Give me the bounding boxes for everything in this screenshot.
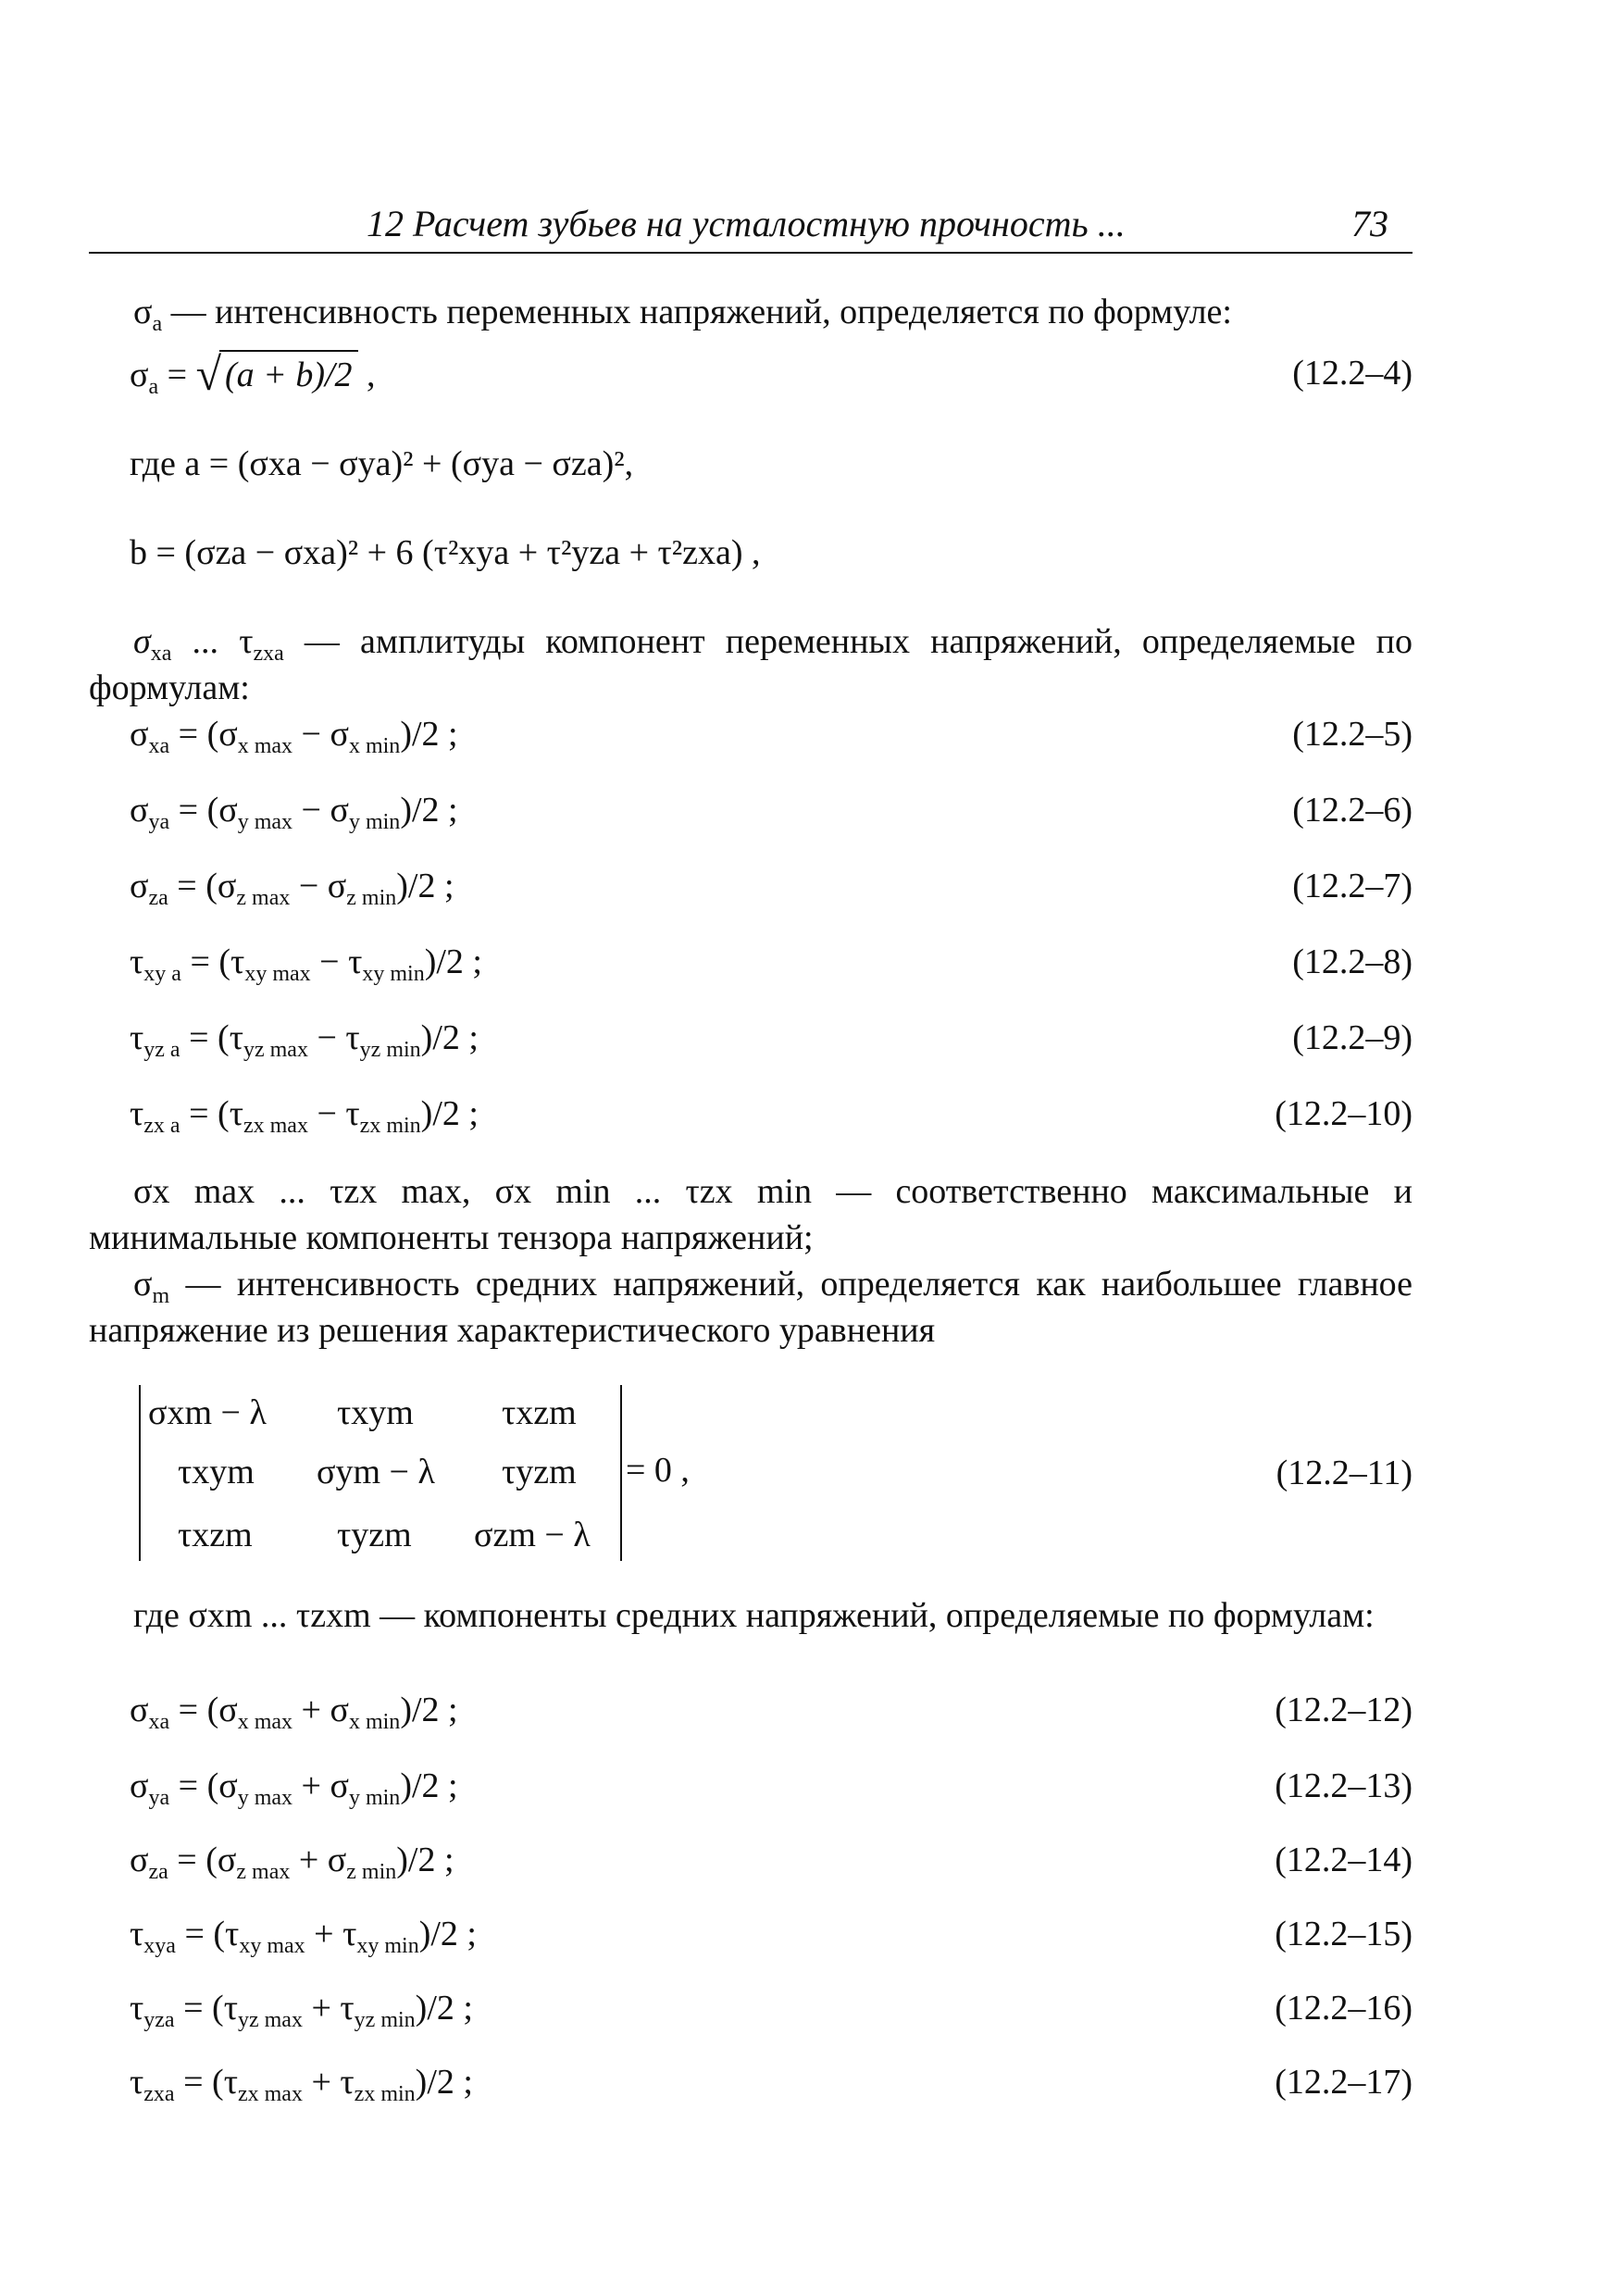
matrix-cell: τyzm bbox=[337, 1516, 412, 1554]
equation-number: (12.2–14) bbox=[1275, 1841, 1413, 1879]
formula-line: $\tau_{xya} = (\tau_{xy max} + \tau_{xy min})/2$ ; bbox=[130, 1915, 477, 1958]
paragraph-sigma-m-definition: $\sigma_m$ — интенсивность средних напряжений, определяется как наибольшее главное напряжение из решения характеристического уравнения bbox=[89, 1265, 1413, 1350]
formula-line: $\tau_{xy a} = (\tau_{xy max} - \tau_{xy min})/2$ ; bbox=[130, 942, 482, 986]
equation-number: (12.2–10) bbox=[1275, 1094, 1413, 1133]
formula-line: $\tau_{yz a} = (\tau_{yz max} - \tau_{yz min})/2$ ; bbox=[130, 1018, 479, 1062]
formula-line: $\tau_{zx a} = (\tau_{zx max} - \tau_{zx min})/2$ ; bbox=[130, 1094, 479, 1138]
characteristic-determinant bbox=[139, 1385, 622, 1561]
matrix-cell: τxym bbox=[337, 1393, 414, 1432]
equation-number: (12.2–9) bbox=[1292, 1018, 1413, 1057]
formula-line: $\sigma_{ya} = (\sigma_{y max} - \sigma_{y min})/2$ ; bbox=[130, 791, 458, 834]
equation-number: (12.2–7) bbox=[1292, 867, 1413, 905]
equation-number: (12.2–12) bbox=[1275, 1691, 1413, 1729]
formula-b-definition: b = (σza − σxa)² + 6 (τ²xya + τ²yza + τ²zxa) , bbox=[130, 533, 761, 572]
equation-number: (12.2–8) bbox=[1292, 942, 1413, 981]
formula-line: $\sigma_{za} = (\sigma_{z max} - \sigma_{z min})/2$ ; bbox=[130, 867, 454, 910]
equation-number: (12.2–5) bbox=[1292, 715, 1413, 754]
formula-line: $\sigma_{xa} = (\sigma_{x max} - \sigma_{x min})/2$ ; bbox=[130, 715, 458, 758]
running-header bbox=[89, 202, 1413, 252]
matrix-cell: σzm − λ bbox=[474, 1516, 591, 1554]
paragraph-tensor-components: σx max ... τzx max, σx min ... τzx min — соответственно максимальные и минимальные компоненты тензора напряжений; bbox=[89, 1172, 1413, 1257]
formula-a-definition: где a = (σxa − σya)² + (σya − σza)², bbox=[130, 444, 634, 483]
equation-number: (12.2–11) bbox=[1276, 1454, 1413, 1492]
formula-line: $\tau_{zxa} = (\tau_{zx max} + \tau_{zx min})/2$ ; bbox=[130, 2063, 473, 2106]
formula-line: $\sigma_{xa} = (\sigma_{x max} + \sigma_{x min})/2$ ; bbox=[130, 1691, 458, 1734]
determinant-rhs: = 0 , bbox=[626, 1451, 690, 1490]
paragraph-mean-components: где σxm ... τzxm — компоненты средних напряжений, определяемые по формулам: bbox=[133, 1596, 1375, 1635]
equation-number: (12.2–6) bbox=[1292, 791, 1413, 830]
formula-line: $\sigma_{za} = (\sigma_{z max} + \sigma_{z min})/2$ ; bbox=[130, 1841, 454, 1884]
matrix-cell: τxzm bbox=[178, 1516, 253, 1554]
equation-number: (12.2–4) bbox=[1292, 354, 1413, 393]
formula-sigma-a: $\sigma_a$ = √ (a + b)/2 , bbox=[130, 348, 376, 400]
page-number: 73 bbox=[1351, 203, 1388, 244]
header-rule bbox=[89, 252, 1413, 254]
paragraph-amplitudes: $\sigma_{xa}$ ... $\tau_{zxa}$ — амплитуды компонент переменных напряжений, определяемые по формулам: bbox=[89, 622, 1413, 707]
equation-number: (12.2–15) bbox=[1275, 1915, 1413, 1953]
formula-line: $\tau_{yza} = (\tau_{yz max} + \tau_{yz min})/2$ ; bbox=[130, 1989, 473, 2032]
paragraph-sigma-a-definition: $\sigma_a$ — интенсивность переменных напряжений, определяется по формуле: bbox=[133, 293, 1232, 336]
chapter-title: 12 Расчет зубьев на усталостную прочность ... bbox=[367, 203, 1126, 244]
matrix-cell: σym − λ bbox=[317, 1453, 435, 1491]
equation-number: (12.2–13) bbox=[1275, 1766, 1413, 1805]
matrix-cell: σxm − λ bbox=[148, 1393, 267, 1432]
matrix-cell: τyzm bbox=[502, 1453, 577, 1491]
equation-number: (12.2–16) bbox=[1275, 1989, 1413, 2028]
matrix-cell: τxzm bbox=[502, 1393, 577, 1432]
formula-line: $\sigma_{ya} = (\sigma_{y max} + \sigma_{y min})/2$ ; bbox=[130, 1766, 458, 1810]
equation-number: (12.2–17) bbox=[1275, 2063, 1413, 2102]
sqrt-radicand: (a + b)/2 bbox=[219, 350, 358, 398]
matrix-cell: τxym bbox=[178, 1453, 255, 1491]
